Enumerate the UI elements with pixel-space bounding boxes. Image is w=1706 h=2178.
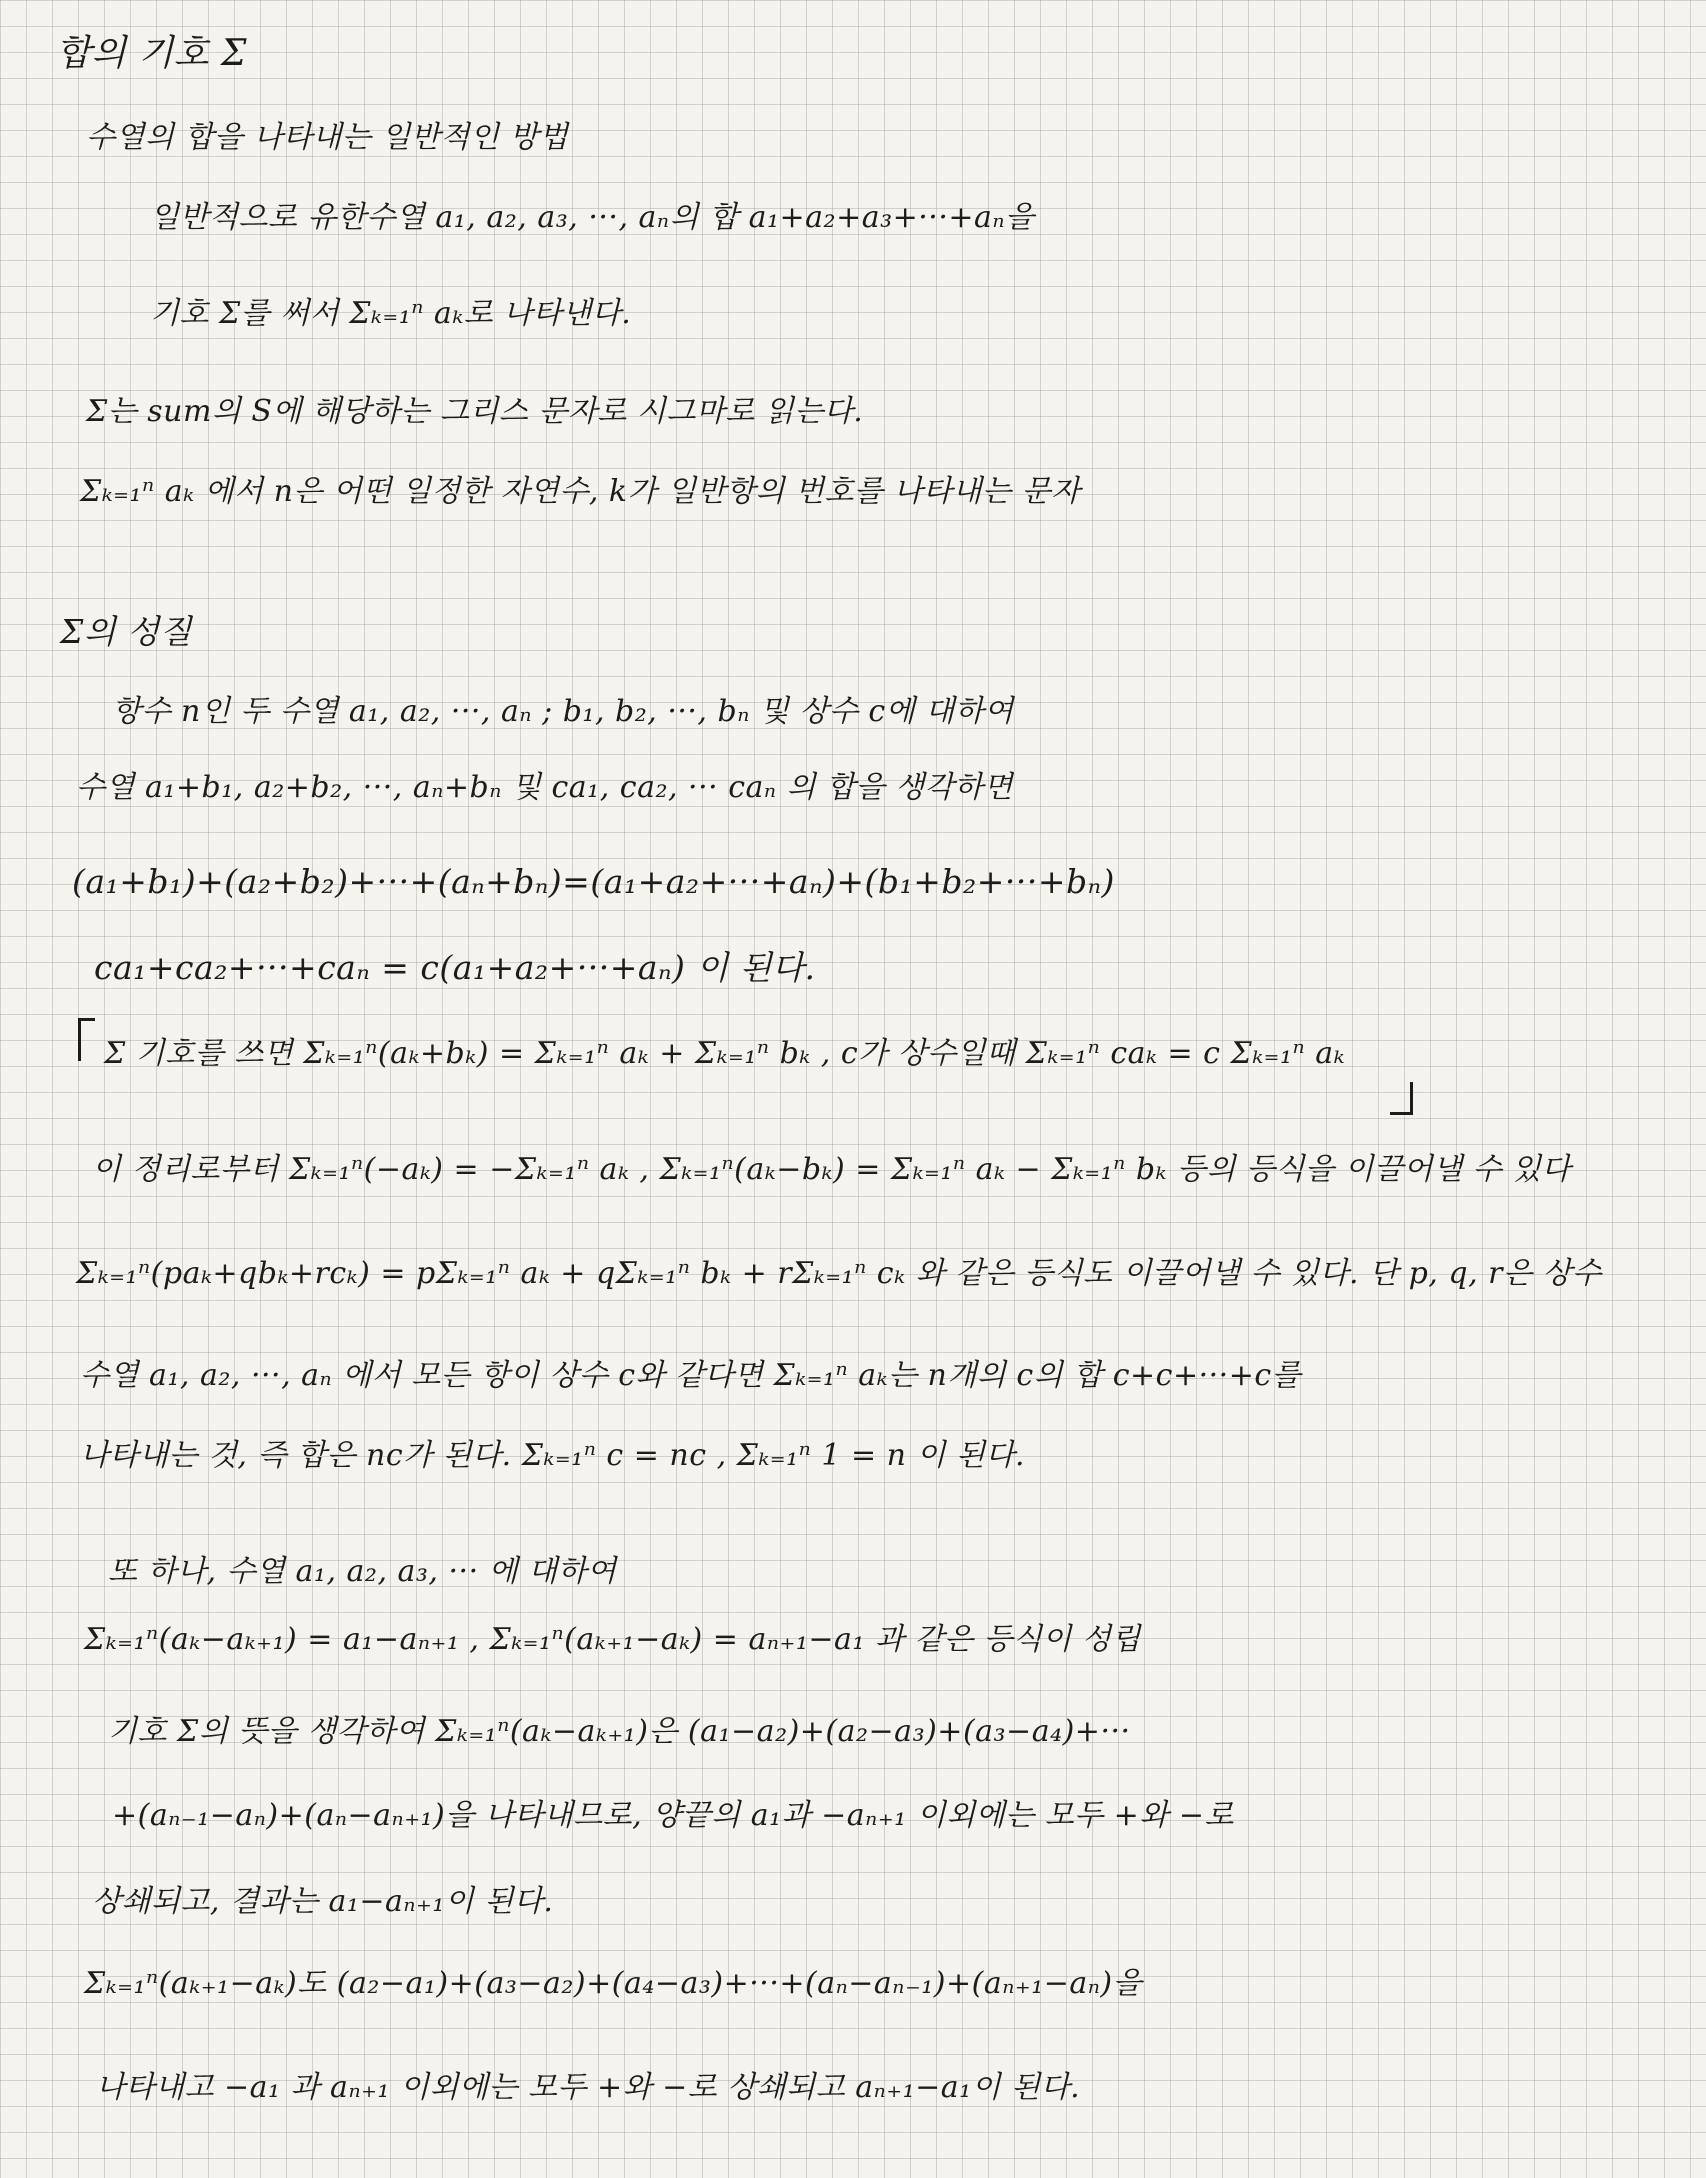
note-line-21: Σₖ₌₁ⁿ(aₖ₊₁−aₖ)도 (a₂−a₁)+(a₃−a₂)+(a₄−a₃)+···+(aₙ−aₙ₋₁)+(aₙ₊₁−aₙ)을: [84, 1966, 1143, 2001]
note-line-15: 나타내는 것, 즉 합은 nc가 된다. Σₖ₌₁ⁿ c = nc , Σₖ₌₁ⁿ 1 = n 이 된다.: [80, 1438, 1026, 1473]
note-line-22: 나타내고 −a₁ 과 aₙ₊₁ 이외에는 모두 +와 −로 상쇄되고 aₙ₊₁−a₁이 된다.: [96, 2070, 1081, 2105]
bracket-left: [78, 1018, 95, 1061]
note-line-1: 수열의 합을 나타내는 일반적인 방법: [86, 120, 569, 155]
note-line-14: 수열 a₁, a₂, ···, aₙ 에서 모든 항이 상수 c와 같다면 Σₖ₌₁ⁿ aₖ는 n개의 c의 합 c+c+···+c를: [80, 1358, 1302, 1393]
note-line-11: Σ 기호를 쓰면 Σₖ₌₁ⁿ(aₖ+bₖ) = Σₖ₌₁ⁿ aₖ + Σₖ₌₁ⁿ bₖ , c가 상수일때 Σₖ₌₁ⁿ caₖ = c Σₖ₌₁ⁿ aₖ: [104, 1036, 1346, 1071]
note-line-3: 기호 Σ를 써서 Σₖ₌₁ⁿ aₖ로 나타낸다.: [150, 296, 632, 331]
note-line-5: Σₖ₌₁ⁿ aₖ 에서 n은 어떤 일정한 자연수, k가 일반항의 번호를 나타내는 문자: [80, 474, 1081, 509]
note-line-18: 기호 Σ의 뜻을 생각하여 Σₖ₌₁ⁿ(aₖ−aₖ₊₁)은 (a₁−a₂)+(a₂−a₃)+(a₃−a₄)+···: [108, 1714, 1131, 1749]
note-line-12: 이 정리로부터 Σₖ₌₁ⁿ(−aₖ) = −Σₖ₌₁ⁿ aₖ , Σₖ₌₁ⁿ(aₖ−bₖ) = Σₖ₌₁ⁿ aₖ − Σₖ₌₁ⁿ bₖ 등의 등식을 이끌어낼 수 있다: [92, 1152, 1571, 1187]
note-line-4: Σ는 sum의 S에 해당하는 그리스 문자로 시그마로 읽는다.: [86, 394, 864, 429]
note-line-7: 항수 n인 두 수열 a₁, a₂, ···, aₙ ; b₁, b₂, ···, bₙ 및 상수 c에 대하여: [112, 694, 1014, 729]
note-line-13: Σₖ₌₁ⁿ(paₖ+qbₖ+rcₖ) = pΣₖ₌₁ⁿ aₖ + qΣₖ₌₁ⁿ bₖ + rΣₖ₌₁ⁿ cₖ 와 같은 등식도 이끌어낼 수 있다. 단 p, q, r은 상수: [76, 1256, 1602, 1291]
note-line-10: ca₁+ca₂+···+caₙ = c(a₁+a₂+···+aₙ) 이 된다.: [94, 948, 816, 987]
note-line-16: 또 하나, 수열 a₁, a₂, a₃, ··· 에 대하여: [108, 1554, 617, 1589]
note-line-19: +(aₙ₋₁−aₙ)+(aₙ−aₙ₊₁)을 나타내므로, 양끝의 a₁과 −aₙ₊₁ 이외에는 모두 +와 −로: [112, 1798, 1234, 1833]
note-line-17: Σₖ₌₁ⁿ(aₖ−aₖ₊₁) = a₁−aₙ₊₁ , Σₖ₌₁ⁿ(aₖ₊₁−aₖ) = aₙ₊₁−a₁ 과 같은 등식이 성립: [84, 1622, 1141, 1657]
note-title: 합의 기호 Σ: [56, 33, 247, 74]
bracket-right: [1390, 1082, 1413, 1115]
section-heading-properties: Σ의 성질: [60, 612, 192, 651]
note-line-8: 수열 a₁+b₁, a₂+b₂, ···, aₙ+bₙ 및 ca₁, ca₂, ··· caₙ 의 합을 생각하면: [76, 770, 1014, 805]
note-line-2: 일반적으로 유한수열 a₁, a₂, a₃, ···, aₙ의 합 a₁+a₂+a₃+···+aₙ을: [150, 200, 1035, 235]
note-line-9: (a₁+b₁)+(a₂+b₂)+···+(aₙ+bₙ)=(a₁+a₂+···+aₙ)+(b₁+b₂+···+bₙ): [72, 862, 1115, 901]
note-line-20: 상쇄되고, 결과는 a₁−aₙ₊₁이 된다.: [92, 1884, 554, 1919]
